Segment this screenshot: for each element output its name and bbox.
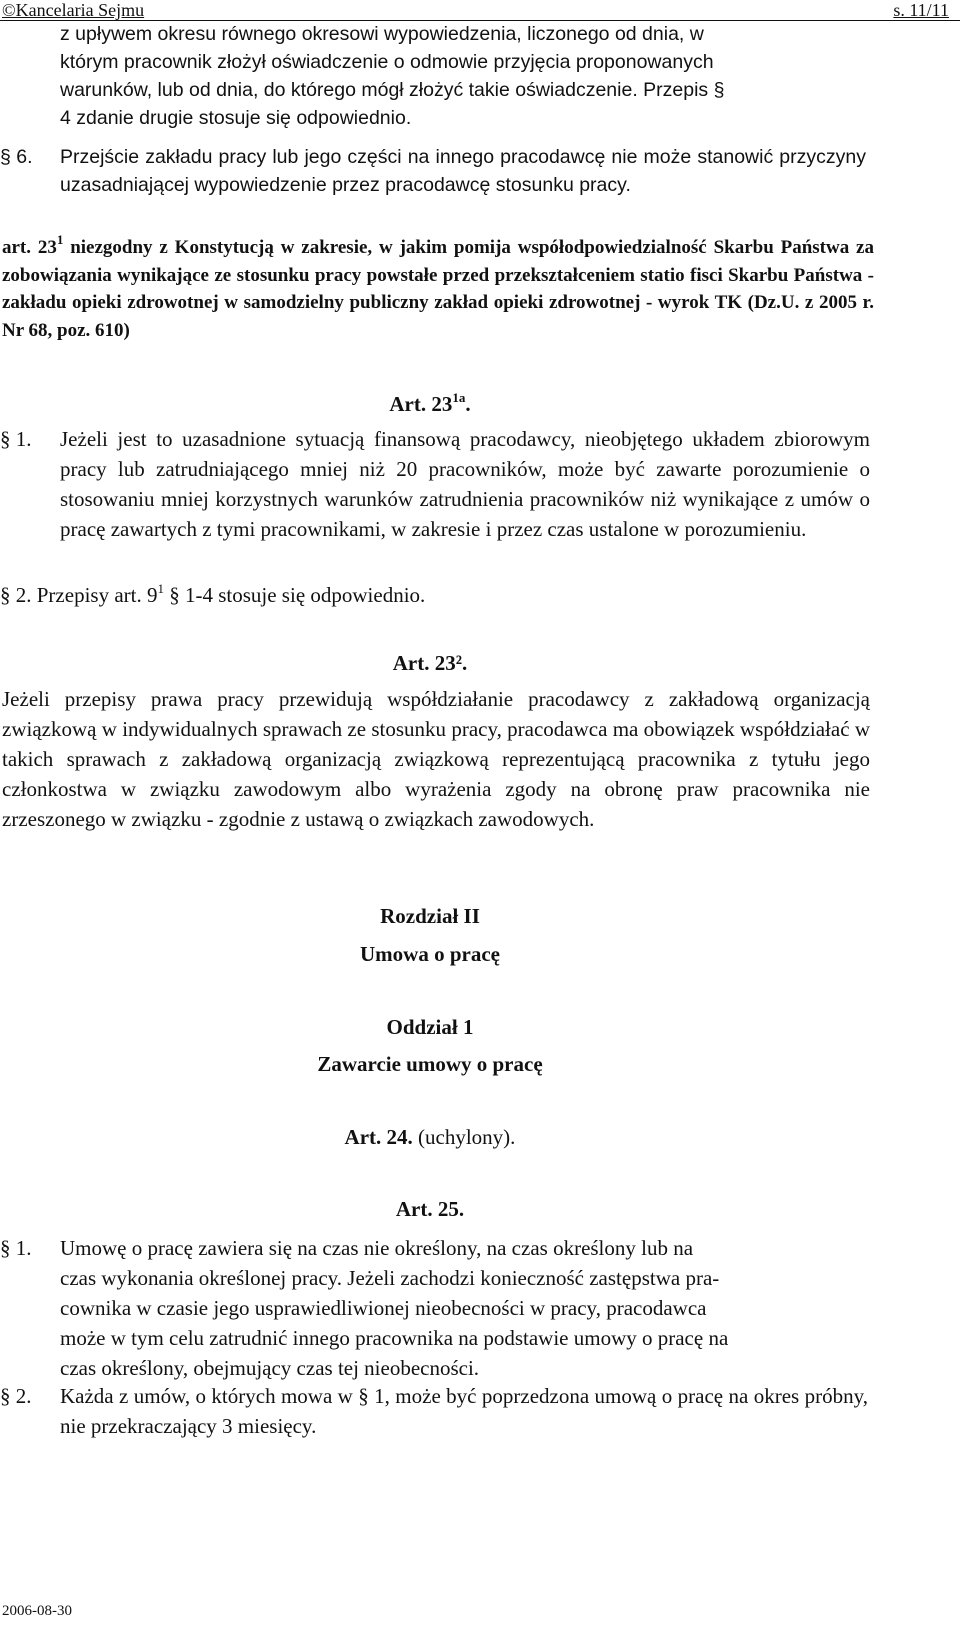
text-line: czas określony, obejmujący czas tej nieobecności.: [60, 1356, 480, 1380]
article-25-par-1: [0, 1233, 868, 1383]
article-23-1a-par-1: [0, 424, 870, 544]
chapter-title: Umowa o pracę: [360, 942, 500, 966]
text-line: cownika w czasie jego usprawiedliwionej nieobecności w pracy, pracodawca: [60, 1296, 707, 1320]
article-24: [0, 1125, 860, 1150]
text-line: z upływem okresu równego okresowi wypowiedzenia, liczonego od dnia, w: [60, 23, 704, 45]
text-line: którym pracownik złożył oświadczenie o odmowie przyjęcia proponowanych: [60, 51, 714, 73]
paragraph-text: § 2. Przepisy art. 9: [0, 583, 158, 607]
chapter-label: Rozdział II: [380, 904, 480, 928]
paragraph-text: Jeżeli jest to uzasadnione sytuacją finansową pracodawcy, nieobjętego układem zbiorowym pracy lub zatrudniającego mniej niż 20 pracowników, może być zawarte porozumienie o stosowaniu mniej korzystnych warunków zatrudnienia pracowników niż wynikające z umów o pracę zawartych z tymi pracownikami, w zakresie i przez czas ustalone w porozumieniu.: [60, 427, 870, 541]
header-page-number: s. 11/11: [893, 0, 949, 20]
note-lead: art. 23: [2, 237, 57, 258]
section-label: Oddział 1: [386, 1015, 474, 1039]
text-line: Umowę o pracę zawiera się na czas nie określony, na czas określony lub na: [60, 1236, 694, 1260]
section-title: Zawarcie umowy o pracę: [317, 1052, 543, 1076]
paragraph-text: Każda z umów, o których mowa w § 1, może być poprzedzona umową o pracę na okres próbny, nie przekraczający 3 miesięcy.: [60, 1384, 868, 1438]
paragraph-number: § 1.: [0, 427, 32, 451]
footer-date: 2006-08-30: [2, 1603, 72, 1619]
note-text: niezgodny z Konstytucją w zakresie, w jakim pomija współodpowiedzialność Skarbu Państwa za zobowiązania wynikające ze stosunku pracy powstałe przed przekształceniem statio fisci Skarbu Państwa - zakładu opieki zdrowotnej w samodzielny publiczny zakład opieki zdrowotnej - wyrok TK (Dz.U. z 2005 r. Nr 68, poz. 610): [2, 237, 874, 341]
text-line: warunków, lub od dnia, do którego mógł złożyć takie oświadczenie. Przepis §: [60, 79, 725, 101]
paragraph-number: § 1.: [0, 1236, 32, 1260]
paragraph-superscript: 1: [157, 581, 164, 596]
text-line: czas wykonania określonej pracy. Jeżeli zachodzi konieczność zastępstwa pra-: [60, 1266, 720, 1290]
paragraph-continuation: [0, 20, 868, 132]
header-source: ©Kancelaria Sejmu: [2, 0, 145, 20]
paragraph-number: § 2.: [0, 1384, 32, 1408]
text-line: może w tym celu zatrudnić innego pracownika na podstawie umowy o pracę na: [60, 1326, 729, 1350]
article-25-par-2: [0, 1381, 868, 1441]
article-24-status: (uchylony).: [418, 1125, 516, 1149]
paragraph-number: § 6.: [0, 146, 33, 168]
paragraph-6: [0, 143, 866, 199]
article-24-label: Art. 24.: [344, 1125, 413, 1149]
article-23-2-body: Jeżeli przepisy prawa pracy przewidują współdziałanie pracodawcy z zakładową organizacją związkową w indywidualnych sprawach ze stosunku pracy, pracodawca ma obowiązek współdziałać w takich sprawach z zakładową organizacją związkową reprezentującą pracownika z tytułu jego członkostwa w związku zawodowym albo wyrażenia zgody na obronę praw pracownika nie zrzeszonego w związku - zgodnie z ustawą o związkach zawodowych.: [2, 687, 870, 831]
court-ruling-note: [2, 234, 874, 344]
article-25-title: Art. 25.: [395, 1197, 465, 1221]
note-superscript: 1: [56, 232, 64, 247]
text-line: 4 zdanie drugie stosuje się odpowiednio.: [60, 107, 412, 129]
article-23-2-title: Art. 23².: [392, 651, 468, 675]
paragraph-text: Przejście zakładu pracy lub jego części na innego pracodawcę nie może stanowić przyczyny uzasadniającej wypowiedzenie przez pracodawcę stosunku pracy.: [60, 146, 866, 196]
article-23-1a-par-2: [0, 580, 870, 610]
paragraph-text: § 1-4 stosuje się odpowiednio.: [169, 583, 426, 607]
paragraph-6-body: [0, 143, 866, 199]
article-23-1a-title: Art. $23^{1a}$.: [389, 390, 471, 416]
